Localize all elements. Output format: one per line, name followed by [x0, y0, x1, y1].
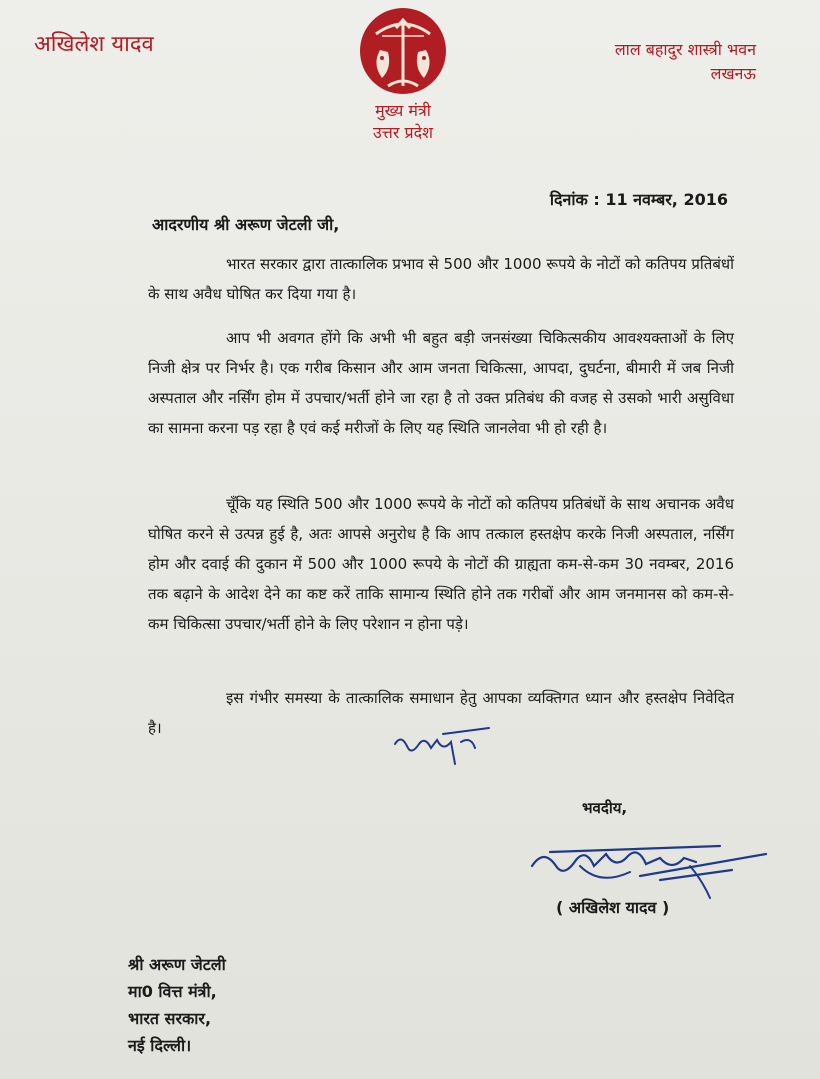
handwritten-initials	[385, 722, 505, 770]
body-paragraph-4: इस गंभीर समस्या के तात्कालिक समाधान हेतु आपका व्यक्तिगत ध्यान और हस्तक्षेप निवेदित है।	[148, 689, 734, 737]
office-title	[338, 100, 468, 144]
recipient-city: नई दिल्ली।	[128, 1036, 192, 1055]
recipient-designation: मा0 वित्त मंत्री,	[128, 982, 217, 1001]
address-line-1: लाल बहादुर शास्त्री भवन	[614, 40, 756, 59]
body-paragraph-2: आप भी अवगत होंगे कि अभी भी बहुत बड़ी जनसंख्या चिकित्सकीय आवश्यक्ताओं के लिए निजी क्षेत्र पर निर्भर है। एक गरीब किसान और आम जनता चिकित्सा, आपदा, दुघर्टना, बीमारी में जब निजी अस्पताल और नर्सिंग होम में उपचार/भर्ती होने जा रहा है तो उक्त प्रतिबंध की वजह से उसको भारी असुविधा का सामना करना पड़ रहा है एवं कई मरीजों के लिए यह स्थिति जानलेवा भी हो रही है।	[148, 329, 734, 437]
sender-name: अखिलेश यादव	[34, 32, 154, 57]
salutation: आदरणीय श्री अरूण जेटली जी,	[152, 215, 340, 234]
sender-address	[615, 38, 756, 86]
up-state-emblem-icon	[358, 6, 448, 96]
office-line-2: उत्तर प्रदेश	[373, 123, 433, 142]
recipient-name: श्री अरूण जेटली	[128, 955, 226, 974]
signatory-name: ( अखिलेश यादव )	[556, 898, 670, 917]
office-line-1: मुख्य मंत्री	[375, 101, 431, 120]
letter-date: दिनांक : 11 नवम्बर, 2016	[549, 190, 728, 209]
body-paragraph-1: भारत सरकार द्वारा तात्कालिक प्रभाव से 500 और 1000 रूपये के नोटों को कतिपय प्रतिबंधों के साथ अवैध घोषित कर दिया गया है।	[148, 255, 734, 303]
address-line-2: लखनऊ	[710, 64, 756, 83]
recipient-organization: भारत सरकार,	[128, 1009, 212, 1028]
recipient-block	[128, 951, 226, 1059]
closing: भवदीय,	[582, 799, 628, 817]
body-paragraph-3: चूँकि यह स्थिति 500 और 1000 रूपये के नोटों को कतिपय प्रतिबंधों के साथ अचानक अवैध घोषित करने से उत्पन्न हुई है, अतः आपसे अनुरोध है कि आप तत्काल हस्तक्षेप करके निजी अस्पताल, नर्सिंग होम और दवाई की दुकान में 500 और 1000 रूपये के नोटों की ग्राह्यता कम-से-कम 30 नवम्बर, 2016 तक बढ़ाने के आदेश देने का कष्ट करें ताकि सामान्य स्थिति होने तक गरीबों और आम जनमानस को कम-से-कम चिकित्सा उपचार/भर्ती होने के लिए परेशान न होना पड़े।	[148, 495, 734, 633]
